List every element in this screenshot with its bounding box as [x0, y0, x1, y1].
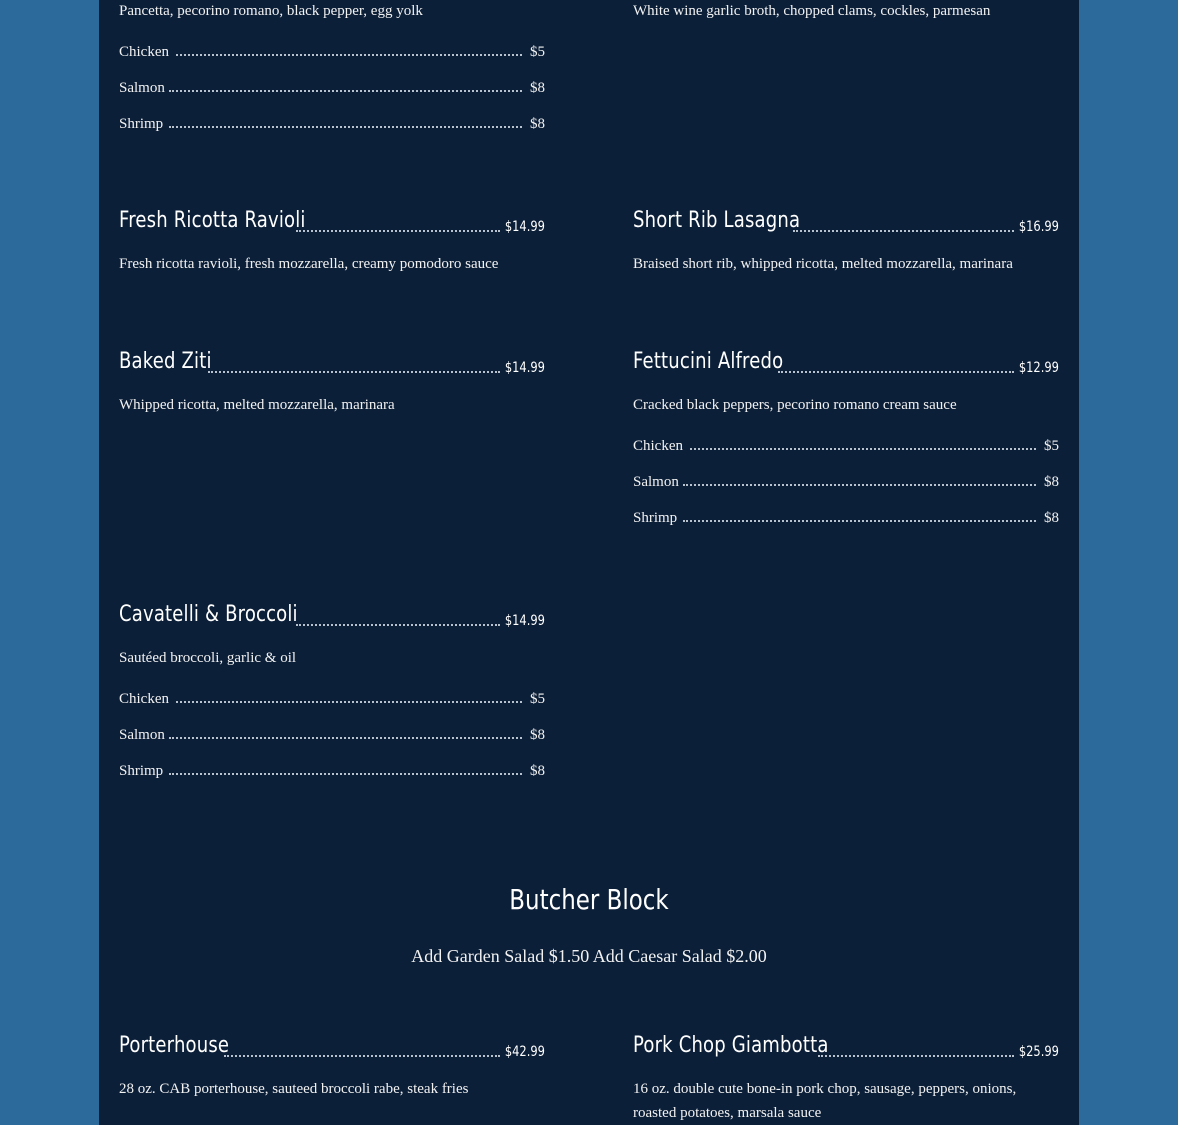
item-title: Pork Chop Giambotta	[633, 1033, 829, 1058]
item-price: $14.99	[504, 219, 545, 235]
item-price: $42.99	[504, 1044, 545, 1060]
item-description: Pancetta, pecorino romano, black pepper, egg yolk	[119, 3, 423, 19]
section-title: Butcher Block	[509, 883, 669, 916]
item-price: $14.99	[504, 360, 545, 376]
item-price: $25.99	[1018, 1044, 1059, 1060]
item-title: Baked Ziti	[119, 349, 212, 374]
item-description: Fresh ricotta ravioli, fresh mozzarella, creamy pomodoro sauce	[119, 256, 499, 272]
dot-leader	[296, 230, 500, 232]
dot-leader	[169, 90, 522, 92]
item-price: $16.99	[1018, 219, 1059, 235]
dot-leader	[793, 230, 1014, 232]
addon-price: $5	[1044, 438, 1059, 454]
addon-name: Shrimp	[119, 116, 164, 132]
dot-leader	[224, 1055, 500, 1057]
dot-leader	[296, 624, 500, 626]
item-description: Braised short rib, whipped ricotta, melted mozzarella, marinara	[633, 256, 1013, 272]
addon-price: $8	[530, 763, 545, 779]
dot-leader	[208, 371, 500, 373]
dot-leader	[683, 484, 1036, 486]
addon-name: Shrimp	[633, 510, 678, 526]
addon-name: Salmon	[119, 727, 165, 743]
addon-price: $8	[530, 727, 545, 743]
dot-leader	[176, 701, 522, 703]
item-title: Cavatelli & Broccoli	[119, 602, 298, 627]
addon-name: Chicken	[633, 438, 683, 454]
addon-price: $8	[530, 116, 545, 132]
item-price: $12.99	[1018, 360, 1059, 376]
item-price: $14.99	[504, 613, 545, 629]
item-description: White wine garlic broth, chopped clams, cockles, parmesan	[633, 3, 991, 19]
addon-name: Salmon	[633, 474, 679, 490]
dot-leader	[690, 448, 1036, 450]
dot-leader	[683, 520, 1036, 522]
item-description: 16 oz. double cute bone-in pork chop, sausage, peppers, onions, roasted potatoes, marsala sauce	[633, 1081, 1017, 1121]
addon-price: $8	[1044, 474, 1059, 490]
item-title: Fresh Ricotta Ravioli	[119, 208, 306, 233]
dot-leader	[778, 371, 1014, 373]
addon-name: Chicken	[119, 44, 169, 60]
dot-leader	[169, 126, 522, 128]
item-title: Fettucini Alfredo	[633, 349, 784, 374]
item-description: Cracked black peppers, pecorino romano cream sauce	[633, 397, 957, 413]
addon-price: $5	[530, 691, 545, 707]
item-title: Porterhouse	[119, 1033, 230, 1058]
dot-leader	[169, 737, 522, 739]
item-description: 28 oz. CAB porterhouse, sauteed broccoli rabe, steak fries	[119, 1081, 469, 1097]
addon-name: Shrimp	[119, 763, 164, 779]
item-title: Short Rib Lasagna	[633, 208, 801, 233]
section-note: Add Garden Salad $1.50 Add Caesar Salad $2.00	[411, 946, 767, 966]
addon-price: $8	[530, 80, 545, 96]
dot-leader	[176, 54, 522, 56]
addon-name: Chicken	[119, 691, 169, 707]
item-description: Whipped ricotta, melted mozzarella, marinara	[119, 397, 395, 413]
addon-name: Salmon	[119, 80, 165, 96]
addon-price: $5	[530, 44, 545, 60]
dot-leader	[169, 773, 522, 775]
dot-leader	[818, 1055, 1014, 1057]
item-description: Sautéed broccoli, garlic & oil	[119, 650, 297, 666]
addon-price: $8	[1044, 510, 1059, 526]
